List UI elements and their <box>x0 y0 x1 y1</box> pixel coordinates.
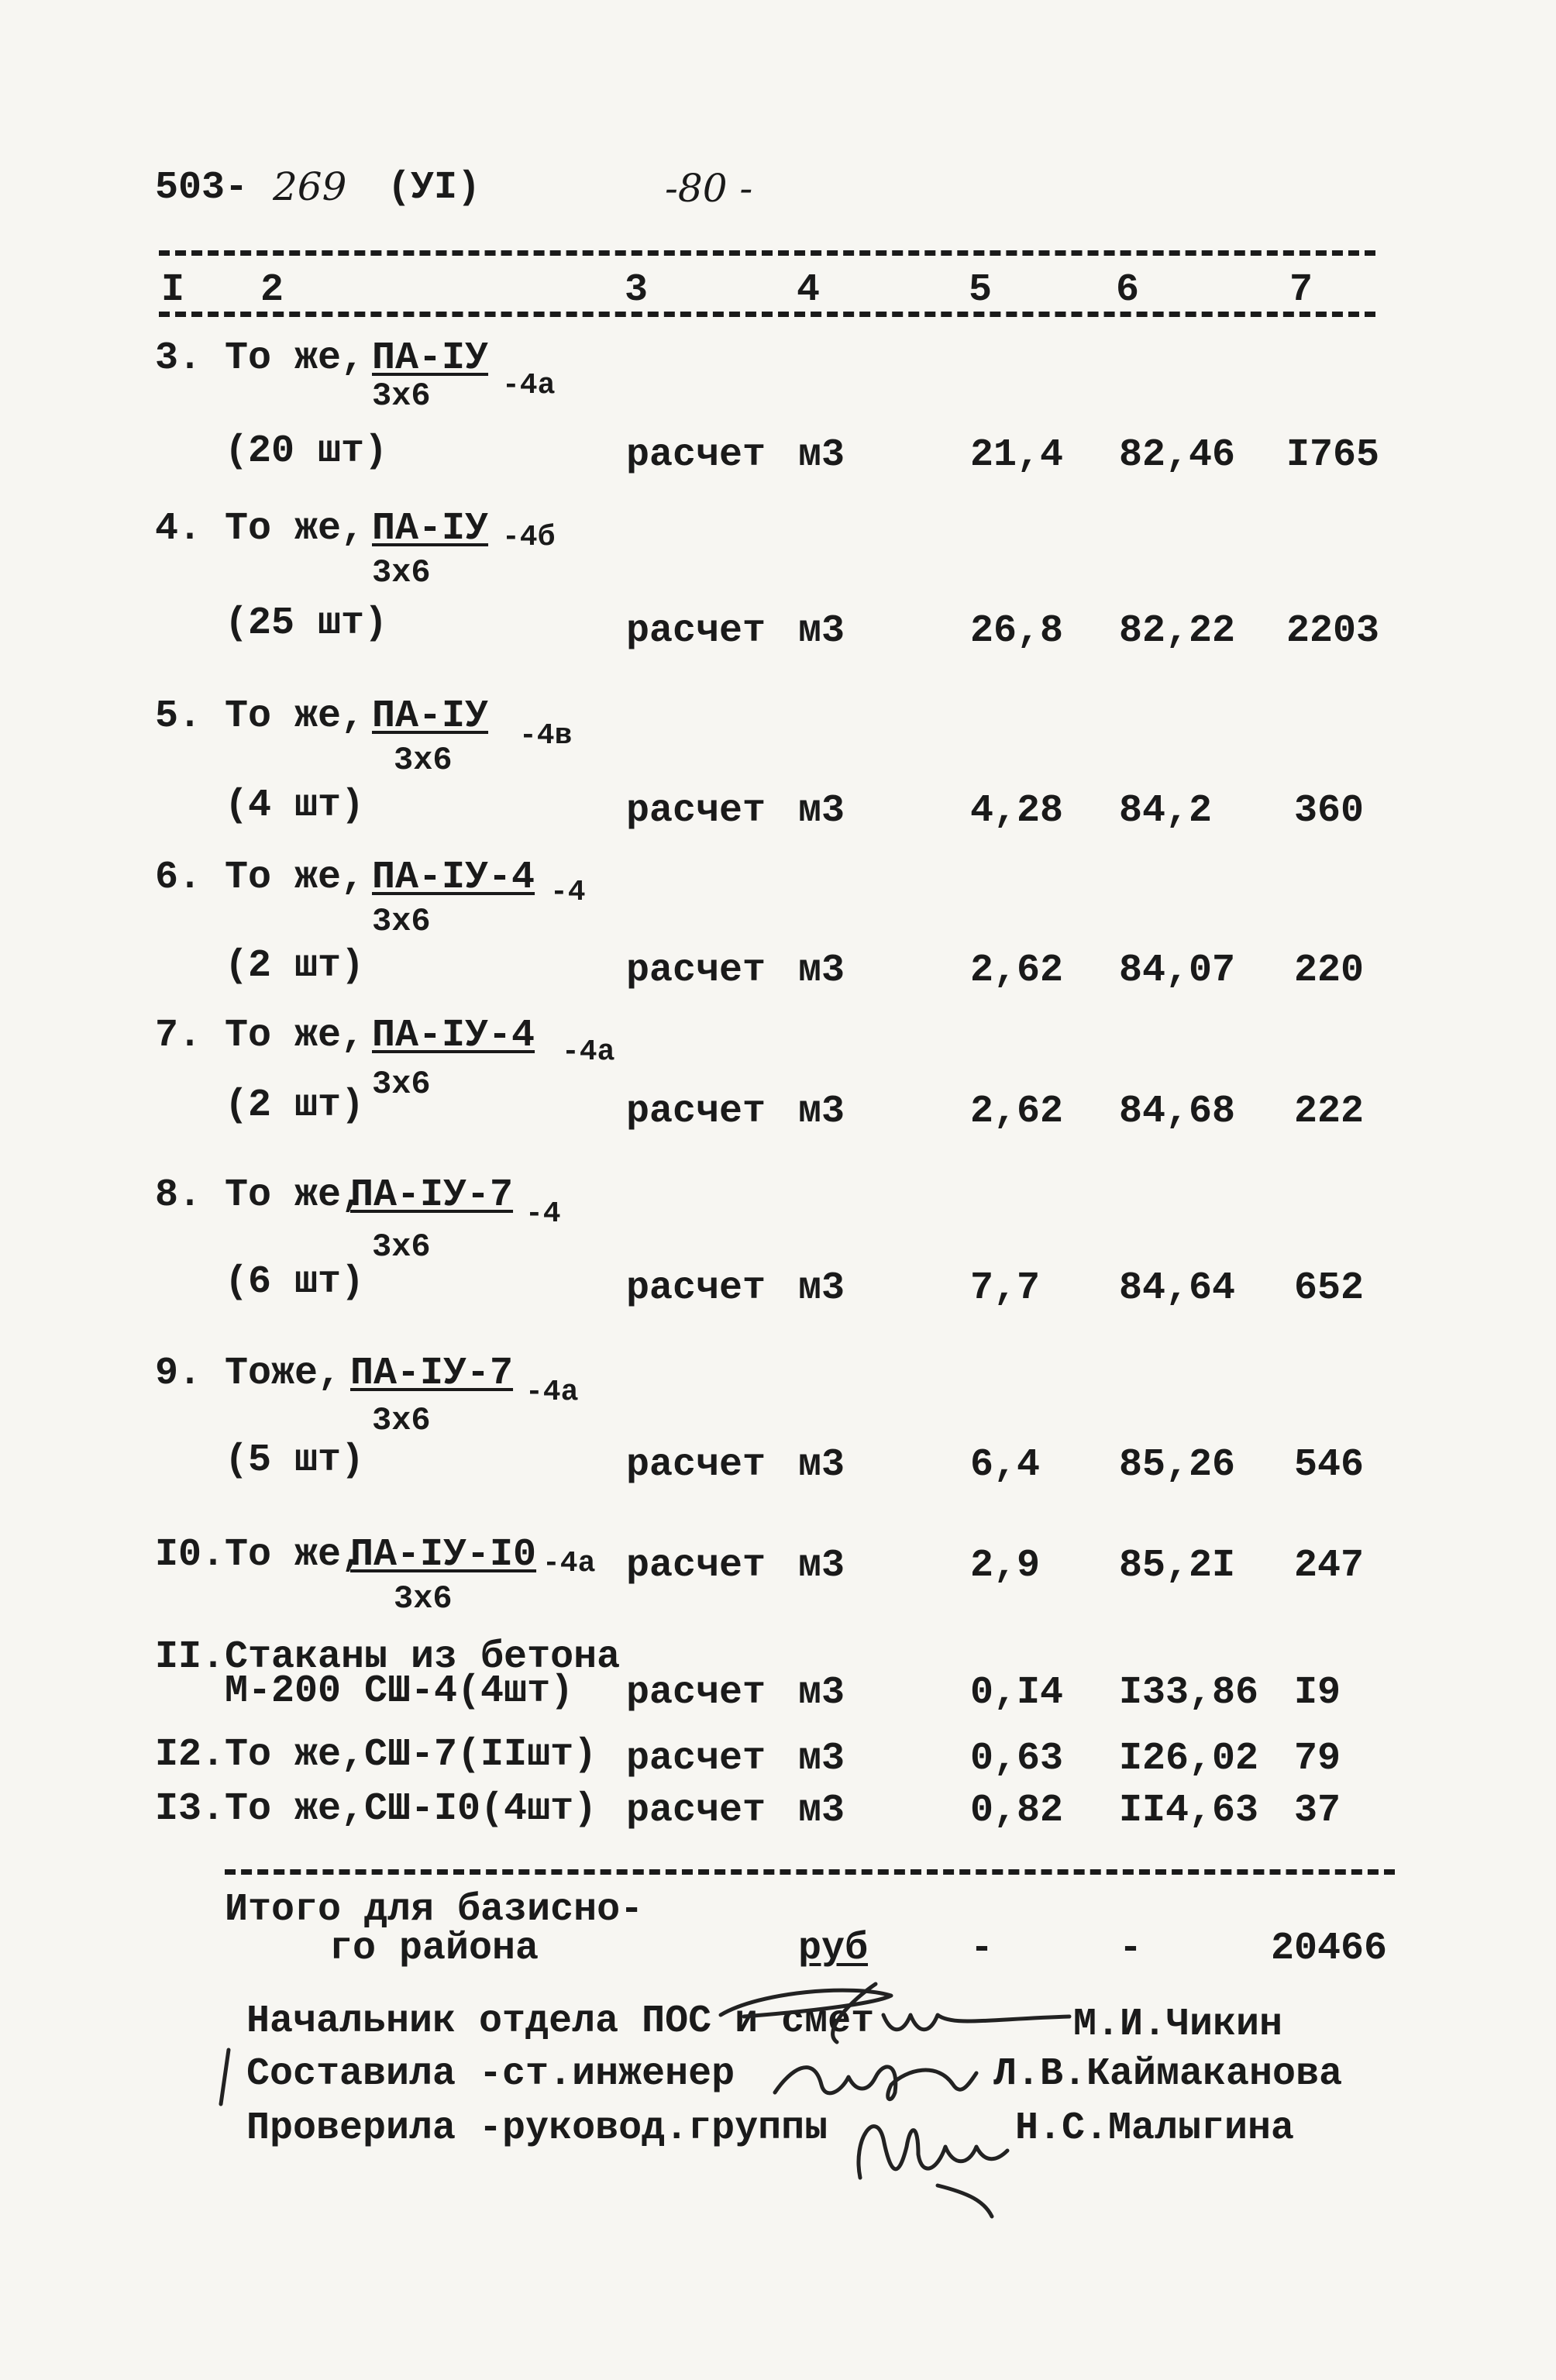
row-description: То же, <box>225 336 365 381</box>
doc-code: 503- <box>155 166 249 210</box>
row-code: ПА-IУ <box>372 336 489 381</box>
row-unit: м3 <box>798 1443 845 1487</box>
row-description-line2: М-200 СШ-4(4шт) <box>225 1669 574 1714</box>
row-number: 7. <box>155 1014 202 1058</box>
column-number: 3 <box>625 268 649 312</box>
row-total: 360 <box>1294 789 1365 833</box>
row-unit: м3 <box>798 1671 845 1715</box>
row-unit: м3 <box>798 1266 845 1311</box>
row-description: То же, <box>225 856 365 900</box>
row-quantity: (25 шт) <box>225 601 388 646</box>
row-code: ПА-IУ <box>372 507 489 551</box>
summary-dash: - <box>970 1927 994 1971</box>
row-subcode: 3х6 <box>372 554 431 591</box>
row-volume: 6,4 <box>970 1443 1041 1487</box>
row-total: 2203 <box>1286 609 1380 653</box>
row-number: 4. <box>155 507 202 551</box>
row-quantity: (20 шт) <box>225 429 388 474</box>
signature-name: М.И.Чикин <box>1073 2003 1283 2047</box>
row-total: I765 <box>1286 433 1380 477</box>
row-description: То же, <box>225 694 365 739</box>
row-subcode: 3х6 <box>372 377 431 415</box>
row-number: 5. <box>155 694 202 739</box>
row-total: 222 <box>1294 1090 1365 1134</box>
row-code: ПА-IУ-4 <box>372 856 535 900</box>
row-description: То же,СШ-7(IIшт) <box>225 1733 597 1777</box>
row-suffix: -4в <box>519 719 573 753</box>
page-number: -80 - <box>665 166 753 211</box>
row-basis: расчет <box>626 433 766 477</box>
doc-part: (УI) <box>387 166 481 210</box>
row-total: 247 <box>1294 1544 1365 1588</box>
row-price: 84,68 <box>1119 1090 1236 1134</box>
row-subcode: 3х6 <box>372 1402 431 1439</box>
row-price: 84,2 <box>1119 789 1213 833</box>
row-unit: м3 <box>798 789 845 833</box>
row-number: I2. <box>155 1733 225 1777</box>
row-subcode: 3х6 <box>372 1066 431 1103</box>
row-quantity: (6 шт) <box>225 1260 365 1304</box>
summary-label-line2: го района <box>329 1927 539 1971</box>
row-suffix: -4а <box>525 1376 579 1409</box>
row-basis: расчет <box>626 1266 766 1311</box>
row-price: 82,46 <box>1119 433 1236 477</box>
row-total: I9 <box>1294 1671 1341 1715</box>
signature-name: Н.С.Малыгина <box>1015 2106 1295 2151</box>
row-unit: м3 <box>798 949 845 993</box>
row-quantity: (2 шт) <box>225 1083 365 1128</box>
summary-total: 20466 <box>1271 1927 1388 1971</box>
row-description: То же,СШ-I0(4шт) <box>225 1787 597 1831</box>
row-total: 37 <box>1294 1789 1341 1833</box>
row-volume: 7,7 <box>970 1266 1041 1311</box>
row-price: I33,86 <box>1119 1671 1259 1715</box>
signature-role: Проверила -руковод.группы <box>246 2106 828 2151</box>
column-number: 7 <box>1289 268 1313 312</box>
row-volume: 4,28 <box>970 789 1064 833</box>
row-suffix: -4б <box>502 521 556 554</box>
row-volume: 2,9 <box>970 1544 1041 1588</box>
row-price: 84,07 <box>1119 949 1236 993</box>
row-unit: м3 <box>798 433 845 477</box>
row-volume: 21,4 <box>970 433 1064 477</box>
row-total: 79 <box>1294 1737 1341 1781</box>
row-suffix: -4 <box>550 876 586 909</box>
column-number: 4 <box>797 268 821 312</box>
row-description: Тоже, <box>225 1352 342 1396</box>
row-suffix: -4 <box>525 1197 561 1231</box>
row-quantity: (5 шт) <box>225 1438 365 1483</box>
row-price: I26,02 <box>1119 1737 1259 1781</box>
summary-dash: - <box>1119 1927 1143 1971</box>
row-code: ПА-IУ <box>372 694 489 739</box>
row-basis: расчет <box>626 1443 766 1487</box>
row-number: I0. <box>155 1533 225 1577</box>
row-code: ПА-IУ-7 <box>350 1173 514 1218</box>
doc-number: 269 <box>273 164 347 209</box>
column-number: 2 <box>260 268 284 312</box>
row-unit: м3 <box>798 1737 845 1781</box>
row-suffix: -4а <box>502 369 556 402</box>
row-code: ПА-IУ-I0 <box>350 1533 537 1577</box>
signature-role: Составила -ст.инженер <box>246 2052 735 2096</box>
row-basis: расчет <box>626 1671 766 1715</box>
row-subcode: 3х6 <box>372 903 431 940</box>
row-subcode: 3х6 <box>394 1580 453 1617</box>
row-total: 220 <box>1294 949 1365 993</box>
row-price: 85,2I <box>1119 1544 1236 1588</box>
row-total: 546 <box>1294 1443 1365 1487</box>
row-basis: расчет <box>626 1737 766 1781</box>
divider-top <box>159 250 1375 256</box>
row-basis: расчет <box>626 1090 766 1134</box>
divider-total <box>225 1869 1395 1875</box>
row-unit: м3 <box>798 1544 845 1588</box>
row-volume: 0,I4 <box>970 1671 1064 1715</box>
row-suffix: -4а <box>562 1035 615 1069</box>
row-subcode: 3х6 <box>372 1228 431 1266</box>
divider-header <box>159 312 1375 317</box>
row-subcode: 3х6 <box>394 742 453 779</box>
row-volume: 0,82 <box>970 1789 1064 1833</box>
row-total: 652 <box>1294 1266 1365 1311</box>
row-basis: расчет <box>626 609 766 653</box>
row-volume: 0,63 <box>970 1737 1064 1781</box>
row-price: II4,63 <box>1119 1789 1259 1833</box>
row-quantity: (4 шт) <box>225 784 365 828</box>
row-number: 6. <box>155 856 202 900</box>
row-number: 9. <box>155 1352 202 1396</box>
summary-label: Итого для базисно- <box>225 1888 644 1932</box>
row-volume: 2,62 <box>970 949 1064 993</box>
row-number: 8. <box>155 1173 202 1218</box>
row-unit: м3 <box>798 609 845 653</box>
signature-malygina <box>845 2092 1031 2224</box>
row-number: I3. <box>155 1787 225 1831</box>
margin-mark <box>213 2046 236 2108</box>
row-volume: 26,8 <box>970 609 1064 653</box>
row-description: То же, <box>225 507 365 551</box>
row-quantity: (2 шт) <box>225 944 365 988</box>
row-basis: расчет <box>626 1544 766 1588</box>
row-basis: расчет <box>626 949 766 993</box>
row-description: То же, <box>225 1533 365 1577</box>
row-unit: м3 <box>798 1789 845 1833</box>
signature-role: Начальник отдела ПОС и смет <box>246 1999 875 2044</box>
column-number: I <box>161 268 185 312</box>
row-number: II. <box>155 1635 225 1679</box>
row-suffix: -4а <box>542 1547 596 1580</box>
column-number: 6 <box>1116 268 1140 312</box>
row-price: 84,64 <box>1119 1266 1236 1311</box>
row-description: То же, <box>225 1173 365 1218</box>
row-number: 3. <box>155 336 202 381</box>
summary-unit: руб <box>798 1927 869 1971</box>
row-price: 82,22 <box>1119 609 1236 653</box>
row-volume: 2,62 <box>970 1090 1064 1134</box>
row-description: Стаканы из бетона <box>225 1635 621 1679</box>
row-code: ПА-IУ-4 <box>372 1014 535 1058</box>
row-basis: расчет <box>626 789 766 833</box>
row-price: 85,26 <box>1119 1443 1236 1487</box>
signature-name: Л.В.Каймаканова <box>993 2052 1343 2096</box>
row-unit: м3 <box>798 1090 845 1134</box>
row-description: То же, <box>225 1014 365 1058</box>
column-number: 5 <box>969 268 993 312</box>
row-basis: расчет <box>626 1789 766 1833</box>
row-code: ПА-IУ-7 <box>350 1352 514 1396</box>
